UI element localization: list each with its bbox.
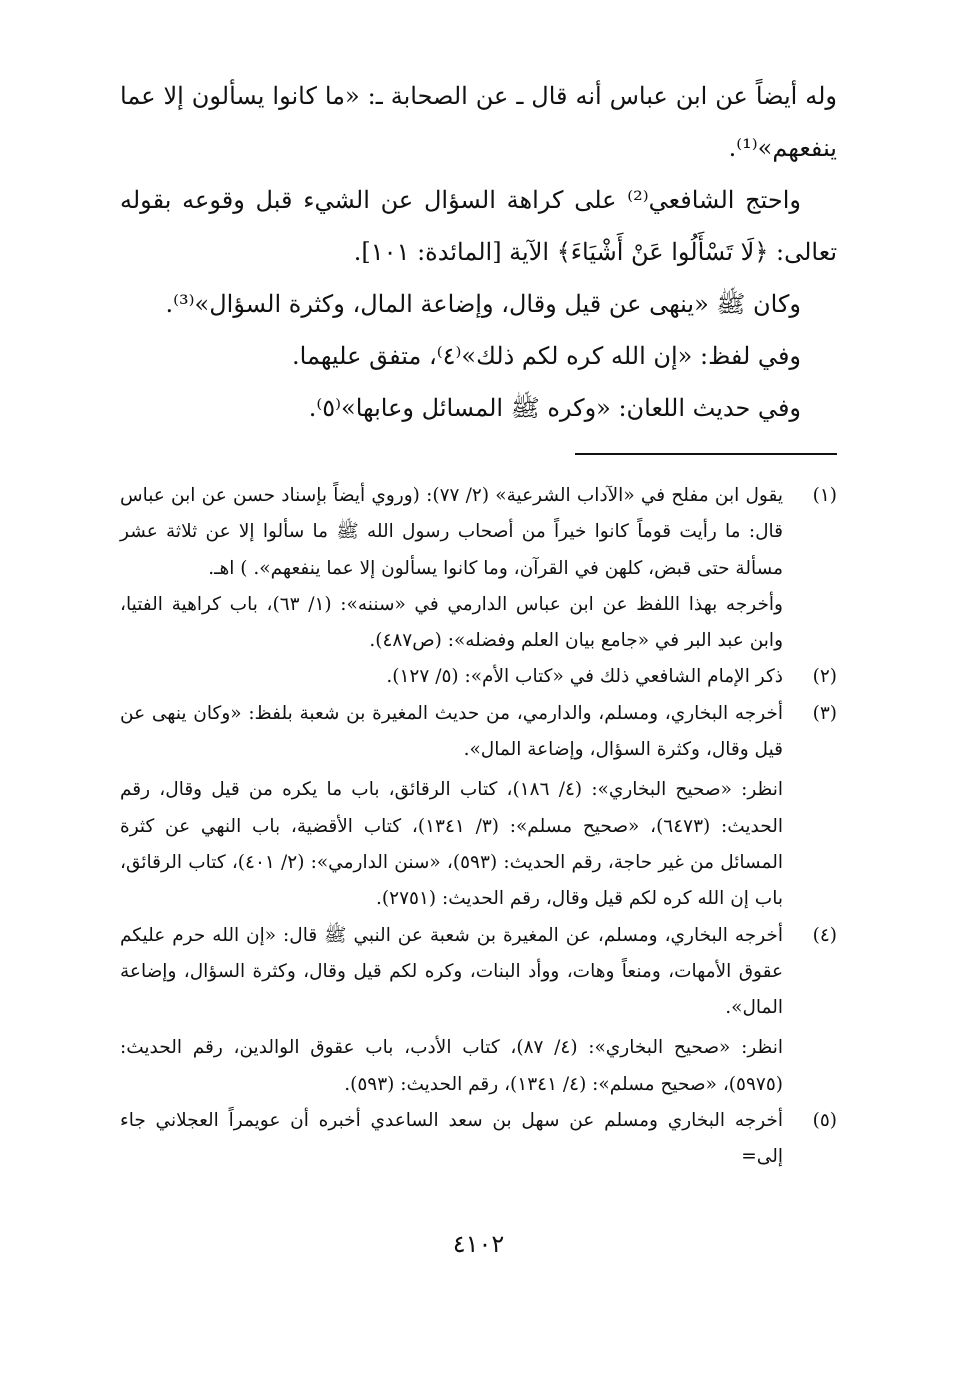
footnote-separator: [575, 453, 837, 455]
footnote-body: [120, 918, 783, 1103]
main-paragraph: وكان ﷺ «ينهى عن قيل وقال، وإضاعة المال، وكثرة السؤال»⁽³⁾.: [165, 290, 801, 318]
footnote-number: (٢): [812, 666, 837, 688]
footnotes: [120, 478, 837, 1176]
main-paragraph: وفي حديث اللعان: «وكره ﷺ المسائل وعابها»⁽٥⁾.: [308, 394, 801, 422]
main-text: [120, 70, 837, 434]
footnote: [120, 696, 837, 918]
footnote-text: ذكر الإمام الشافعي ذلك في «كتاب الأم»: (٥/ ١٢٧).: [386, 666, 783, 688]
footnote: [120, 659, 837, 695]
footnote-text: أخرجه البخاري، ومسلم، والدارمي، من حديث المغيرة بن شعبة بلفظ: «وكان ينهى عن قيل وقال، وكثرة السؤال، وإضاعة المال».: [120, 702, 783, 761]
footnote-text: أخرجه البخاري، ومسلم، عن المغيرة بن شعبة عن النبي ﷺ قال: «إن الله حرم عليكم عقوق الأمهات، ومنعاً وهات، ووأد البنات، وكره لكم قيل وقال، وكثرة السؤال، وإضاعة المال».: [120, 924, 783, 1019]
footnote-text: انظر: «صحيح البخاري»: (٤/ ٨٧)، كتاب الأدب، باب عقوق الوالدين، رقم الحديث: (٥٩٧٥)، «صحيح مسلم»: (٤/ ١٣٤١)، رقم الحديث: (٥٩٣).: [120, 1037, 783, 1095]
main-paragraph: وفي لفظ: «إن الله كره لكم ذلك»⁽٤⁾، متفق عليهما.: [292, 342, 801, 370]
footnote-text: انظر: «صحيح البخاري»: (٤/ ١٨٦)، كتاب الرقائق، باب ما يكره من قيل وقال، رقم الحديث: (٦٤٧٣)، «صحيح مسلم»: (٣/ ١٣٤١)، كتاب الأقضية، باب النهي عن كثرة المسائل من غير حاجة، رقم الحديث: (٥٩٣)، «سنن الدارمي»: (٢/ ٤٠١)، كتاب الرقائق، باب إن الله كره لكم قيل وقال، رقم الحديث: (٢٧٥١).: [120, 779, 783, 910]
footnote-text: أخرجه البخاري ومسلم عن سهل بن سعد الساعدي أخبره أن عويمراً العجلاني جاء إلى=: [120, 1110, 783, 1168]
footnote-body: [120, 478, 783, 659]
footnote-number: (٣): [812, 702, 837, 724]
footnote: [120, 918, 837, 1103]
main-paragraph: وله أيضاً عن ابن عباس أنه قال ـ عن الصحابة ـ: «ما كانوا يسألون إلا عما ينفعهم»⁽¹⁾.: [120, 82, 837, 162]
footnote-text: وأخرجه بهذا اللفظ عن ابن عباس الدارمي في «سننه»: (١/ ٦٣)، باب كراهية الفتيا، وابن عبد البر في «جامع بيان العلم وفضله»: (ص٤٨٧).: [120, 593, 783, 652]
footnote-number: (١): [812, 485, 837, 506]
footnote: [120, 1103, 837, 1176]
footnote-text: يقول ابن مفلح في «الآداب الشرعية» (٢/ ٧٧): (وروي أيضاً بإسناد حسن عن ابن عباس قال: ما رأيت قوماً كانوا خيراً من أصحاب رسول الله ﷺ ما سألوا إلا عن ثلاثة عشر مسألة حتى قبض، كلهن في القرآن، وما كانوا يسألون إلا عما ينفعهم». ) اهـ.: [120, 485, 783, 579]
page-number: ٤١٠٢: [452, 1230, 505, 1258]
footnote-number: (٥): [812, 1110, 837, 1132]
footnote-number: (٤): [812, 924, 837, 946]
footnote-body: [120, 1103, 783, 1176]
footnote-body: [120, 696, 783, 918]
main-paragraph: واحتج الشافعي⁽²⁾ على كراهة السؤال عن الشيء قبل وقوعه بقوله تعالى: ﴿لَا تَسْأَلُوا عَنْ أَشْيَاءَ﴾ الآية [المائدة: ١٠١].: [120, 186, 837, 266]
footnote: [120, 478, 837, 659]
footnote-body: [120, 659, 783, 695]
